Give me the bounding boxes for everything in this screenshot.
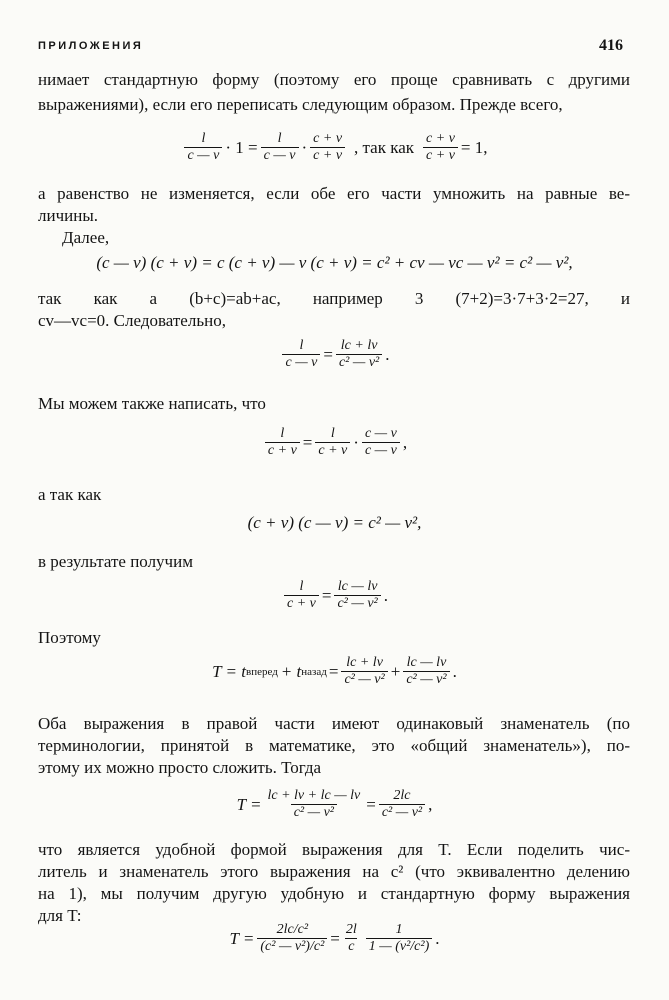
text-line: нимает стандартную форму (поэтому его проще сравнивать с другими bbox=[38, 70, 630, 89]
equation-6 bbox=[0, 579, 669, 612]
numerator: lc + lv bbox=[340, 338, 378, 353]
text-line: терминологии, принятой в математике, это «общий знаменатель»), по- bbox=[38, 736, 630, 755]
fraction bbox=[184, 131, 222, 164]
equation-part: . bbox=[435, 928, 440, 948]
equation-part: + bbox=[390, 661, 401, 681]
equation-part: T = bbox=[229, 928, 255, 948]
equation-part: · bbox=[353, 432, 359, 452]
fraction bbox=[264, 788, 363, 821]
denominator: c — v bbox=[184, 147, 222, 164]
denominator: c — v bbox=[261, 147, 299, 164]
equation-text: (c + v) (c — v) = c² — v², bbox=[247, 513, 422, 532]
fraction bbox=[336, 338, 382, 371]
subscript: вперед bbox=[246, 665, 278, 678]
numerator: c — v bbox=[364, 426, 397, 441]
equation-part: = bbox=[321, 585, 332, 605]
equation-part: · bbox=[301, 137, 308, 157]
paragraph-1b bbox=[38, 94, 630, 116]
equation-part: = bbox=[366, 794, 376, 814]
subscript: назад bbox=[301, 665, 327, 678]
text-line: так как a (b+c)=ab+ac, например 3 (7+2)=3·7+3·2=27, и bbox=[38, 289, 630, 308]
equation-part: = 1, bbox=[460, 137, 488, 157]
running-header: ПРИЛОЖЕНИЯ bbox=[38, 40, 144, 52]
denominator: c² — v² bbox=[403, 671, 449, 688]
paragraph-6 bbox=[38, 484, 630, 506]
paragraph-9 bbox=[38, 713, 630, 757]
numerator: lc — lv bbox=[406, 655, 447, 670]
denominator: c — v bbox=[362, 442, 400, 459]
fraction bbox=[366, 922, 432, 955]
text-line: личины. bbox=[38, 206, 98, 225]
equation-2 bbox=[0, 250, 669, 276]
fraction bbox=[265, 426, 300, 459]
equation-8 bbox=[0, 788, 669, 821]
fraction bbox=[282, 338, 320, 371]
text-line: а так как bbox=[38, 485, 102, 504]
fraction bbox=[423, 131, 458, 164]
numerator: 2lc bbox=[393, 788, 411, 803]
paragraph-2 bbox=[38, 183, 630, 205]
numerator: lc — lv bbox=[337, 579, 378, 594]
paragraph-1 bbox=[38, 69, 630, 91]
denominator: c² — v² bbox=[336, 354, 382, 371]
equation-3 bbox=[0, 338, 669, 371]
fraction bbox=[261, 131, 299, 164]
equation-part: , bbox=[402, 432, 408, 452]
text-line: в результате получим bbox=[38, 552, 193, 571]
text-line: что является удобной формой выражения для T. Если поделить чис- bbox=[38, 840, 630, 859]
numerator: l bbox=[201, 131, 206, 146]
equation-part: = bbox=[330, 928, 340, 948]
fraction bbox=[379, 788, 425, 821]
equation-5 bbox=[0, 510, 669, 536]
fraction bbox=[315, 426, 350, 459]
paragraph-9b bbox=[38, 757, 630, 779]
fraction bbox=[403, 655, 449, 688]
equation-7 bbox=[0, 655, 669, 688]
text-line: на 1), мы получим другую удобную и стандартную форму выражения bbox=[38, 884, 630, 903]
denominator: 1 — (v²/c²) bbox=[366, 938, 432, 955]
equation-part: . bbox=[383, 585, 388, 605]
numerator: lc + lv bbox=[346, 655, 383, 670]
denominator: c² — v² bbox=[341, 671, 387, 688]
equation-9 bbox=[0, 922, 669, 955]
equation-text: (c — v) (c + v) = c (c + v) — v (c + v) = c² + cv — vc — v² = c² — v², bbox=[96, 253, 573, 272]
equation-1 bbox=[0, 131, 669, 164]
fraction bbox=[334, 579, 380, 612]
paragraph-5 bbox=[38, 393, 630, 415]
text-line: Мы можем также написать, что bbox=[38, 394, 266, 413]
denominator: c + v bbox=[315, 442, 350, 459]
equation-part: = bbox=[323, 344, 333, 364]
numerator: l bbox=[299, 338, 304, 353]
paragraph-2b bbox=[38, 205, 630, 227]
paragraph-4 bbox=[38, 288, 630, 310]
text-line: а равенство не изменяется, если обе его части умножить на равные ве- bbox=[38, 184, 630, 203]
numerator: c + v bbox=[313, 131, 343, 146]
denominator: c + v bbox=[310, 147, 345, 164]
numerator: l bbox=[280, 426, 285, 441]
paragraph-8 bbox=[38, 627, 630, 649]
numerator: 2lc/c² bbox=[276, 922, 309, 937]
equation-part: , так как bbox=[354, 137, 415, 157]
equation-part: = bbox=[328, 661, 339, 681]
fraction bbox=[343, 922, 360, 955]
text-line: выражениями), если его переписать следующим образом. Прежде всего, bbox=[38, 95, 563, 114]
equation-part: , bbox=[428, 794, 433, 814]
fraction bbox=[362, 426, 400, 459]
equation-part: . bbox=[385, 344, 390, 364]
numerator: c + v bbox=[426, 131, 455, 146]
equation-4 bbox=[0, 426, 669, 459]
equation-part: = bbox=[302, 432, 313, 452]
text-line: Далее, bbox=[62, 228, 110, 247]
equation-part: T = t bbox=[212, 661, 246, 681]
fraction bbox=[310, 131, 345, 164]
denominator: c + v bbox=[284, 595, 319, 612]
equation-part: T = bbox=[236, 794, 262, 814]
equation-part: . bbox=[452, 661, 457, 681]
denominator: c² — v² bbox=[334, 595, 380, 612]
denominator: c² — v² bbox=[291, 804, 337, 821]
numerator: l bbox=[277, 131, 282, 146]
paragraph-10 bbox=[38, 839, 630, 905]
denominator: c² — v² bbox=[379, 804, 425, 821]
text-line: Оба выражения в правой части имеют одинаковый знаменатель (по bbox=[38, 714, 630, 733]
denominator: c — v bbox=[282, 354, 320, 371]
equation-part: · 1 = bbox=[225, 137, 258, 157]
denominator: c + v bbox=[265, 442, 300, 459]
page-number: 416 bbox=[599, 37, 623, 54]
fraction bbox=[284, 579, 319, 612]
fraction bbox=[257, 922, 327, 955]
text-line: этому их можно просто сложить. Тогда bbox=[38, 758, 322, 777]
numerator: lc + lv + lc — lv bbox=[267, 788, 361, 803]
numerator: 1 bbox=[395, 922, 403, 937]
text-line: Поэтому bbox=[38, 628, 101, 647]
denominator: c bbox=[345, 938, 357, 955]
paragraph-4b bbox=[38, 310, 630, 332]
paragraph-3 bbox=[62, 227, 654, 249]
text-line: литель и знаменатель этого выражения на c² (что эквивалентно делению bbox=[38, 862, 630, 881]
denominator: c + v bbox=[423, 147, 458, 164]
numerator: l bbox=[299, 579, 304, 594]
paragraph-7 bbox=[38, 551, 630, 573]
text-line: cv—vc=0. Следовательно, bbox=[38, 311, 226, 330]
text-line: для T: bbox=[38, 906, 82, 925]
equation-part: + t bbox=[280, 661, 302, 681]
numerator: 2l bbox=[345, 922, 357, 937]
denominator: (c² — v²)/c² bbox=[257, 938, 327, 955]
fraction bbox=[341, 655, 387, 688]
numerator: l bbox=[330, 426, 335, 441]
